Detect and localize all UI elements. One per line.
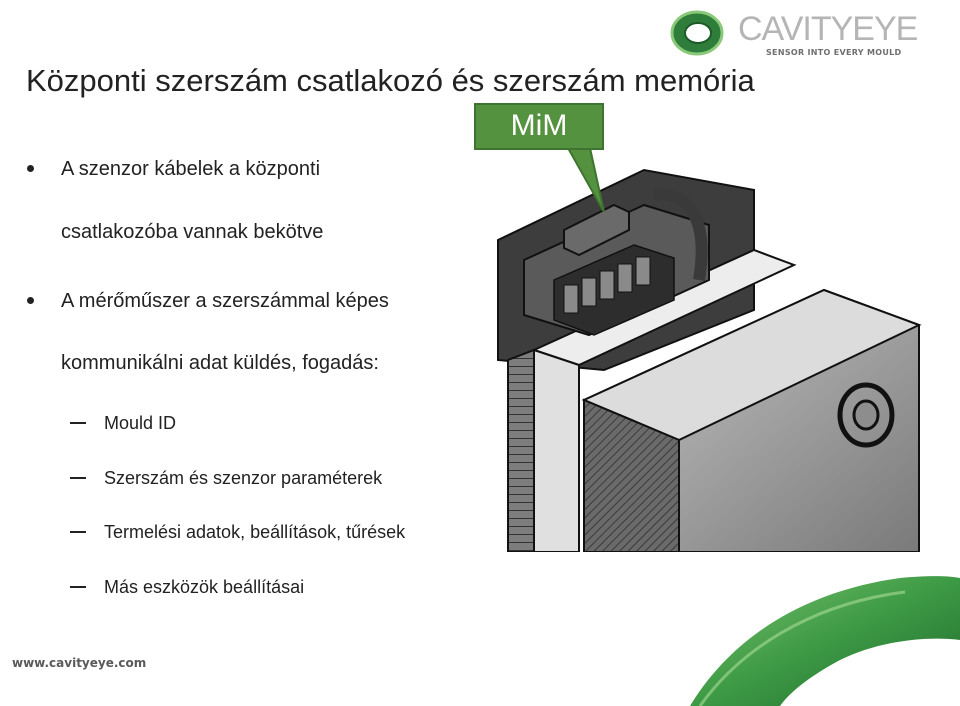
cavityeye-logo [668,8,918,58]
sub-item-text: Mould ID [104,413,177,433]
slide-title: Központi szerszám csatlakozó és szerszám memória [26,63,755,98]
bullet-text-continued: csatlakozóba vannak bekötve [61,221,324,243]
dash-icon [70,422,86,424]
dash-icon [70,477,86,479]
mould-connector-illustration [494,150,922,552]
callout-pointer [560,148,620,218]
sub-item-text: Termelési adatok, beállítások, tűrések [104,522,406,542]
logo-tagline: SENSOR INTO EVERY MOULD [766,48,902,57]
bullet-text: A mérőműszer a szerszámmal képes [61,290,389,312]
footer-url: www.cavityeye.com [12,656,147,670]
bullet-text-continued: kommunikálni adat küldés, fogadás: [61,352,379,374]
sub-item-text: Szerszám és szenzor paraméterek [104,468,383,488]
logo-name: CAVITYEYE [738,10,918,48]
dash-icon [70,586,86,588]
logo-ring-icon [668,8,726,58]
bullet-text: A szenzor kábelek a központi [61,158,321,180]
bullet-dot-icon [27,297,34,304]
sub-item-text: Más eszközök beállításai [104,577,305,597]
mim-callout: MiM [474,103,604,150]
dash-icon [70,531,86,533]
bullet-dot-icon [27,165,34,172]
